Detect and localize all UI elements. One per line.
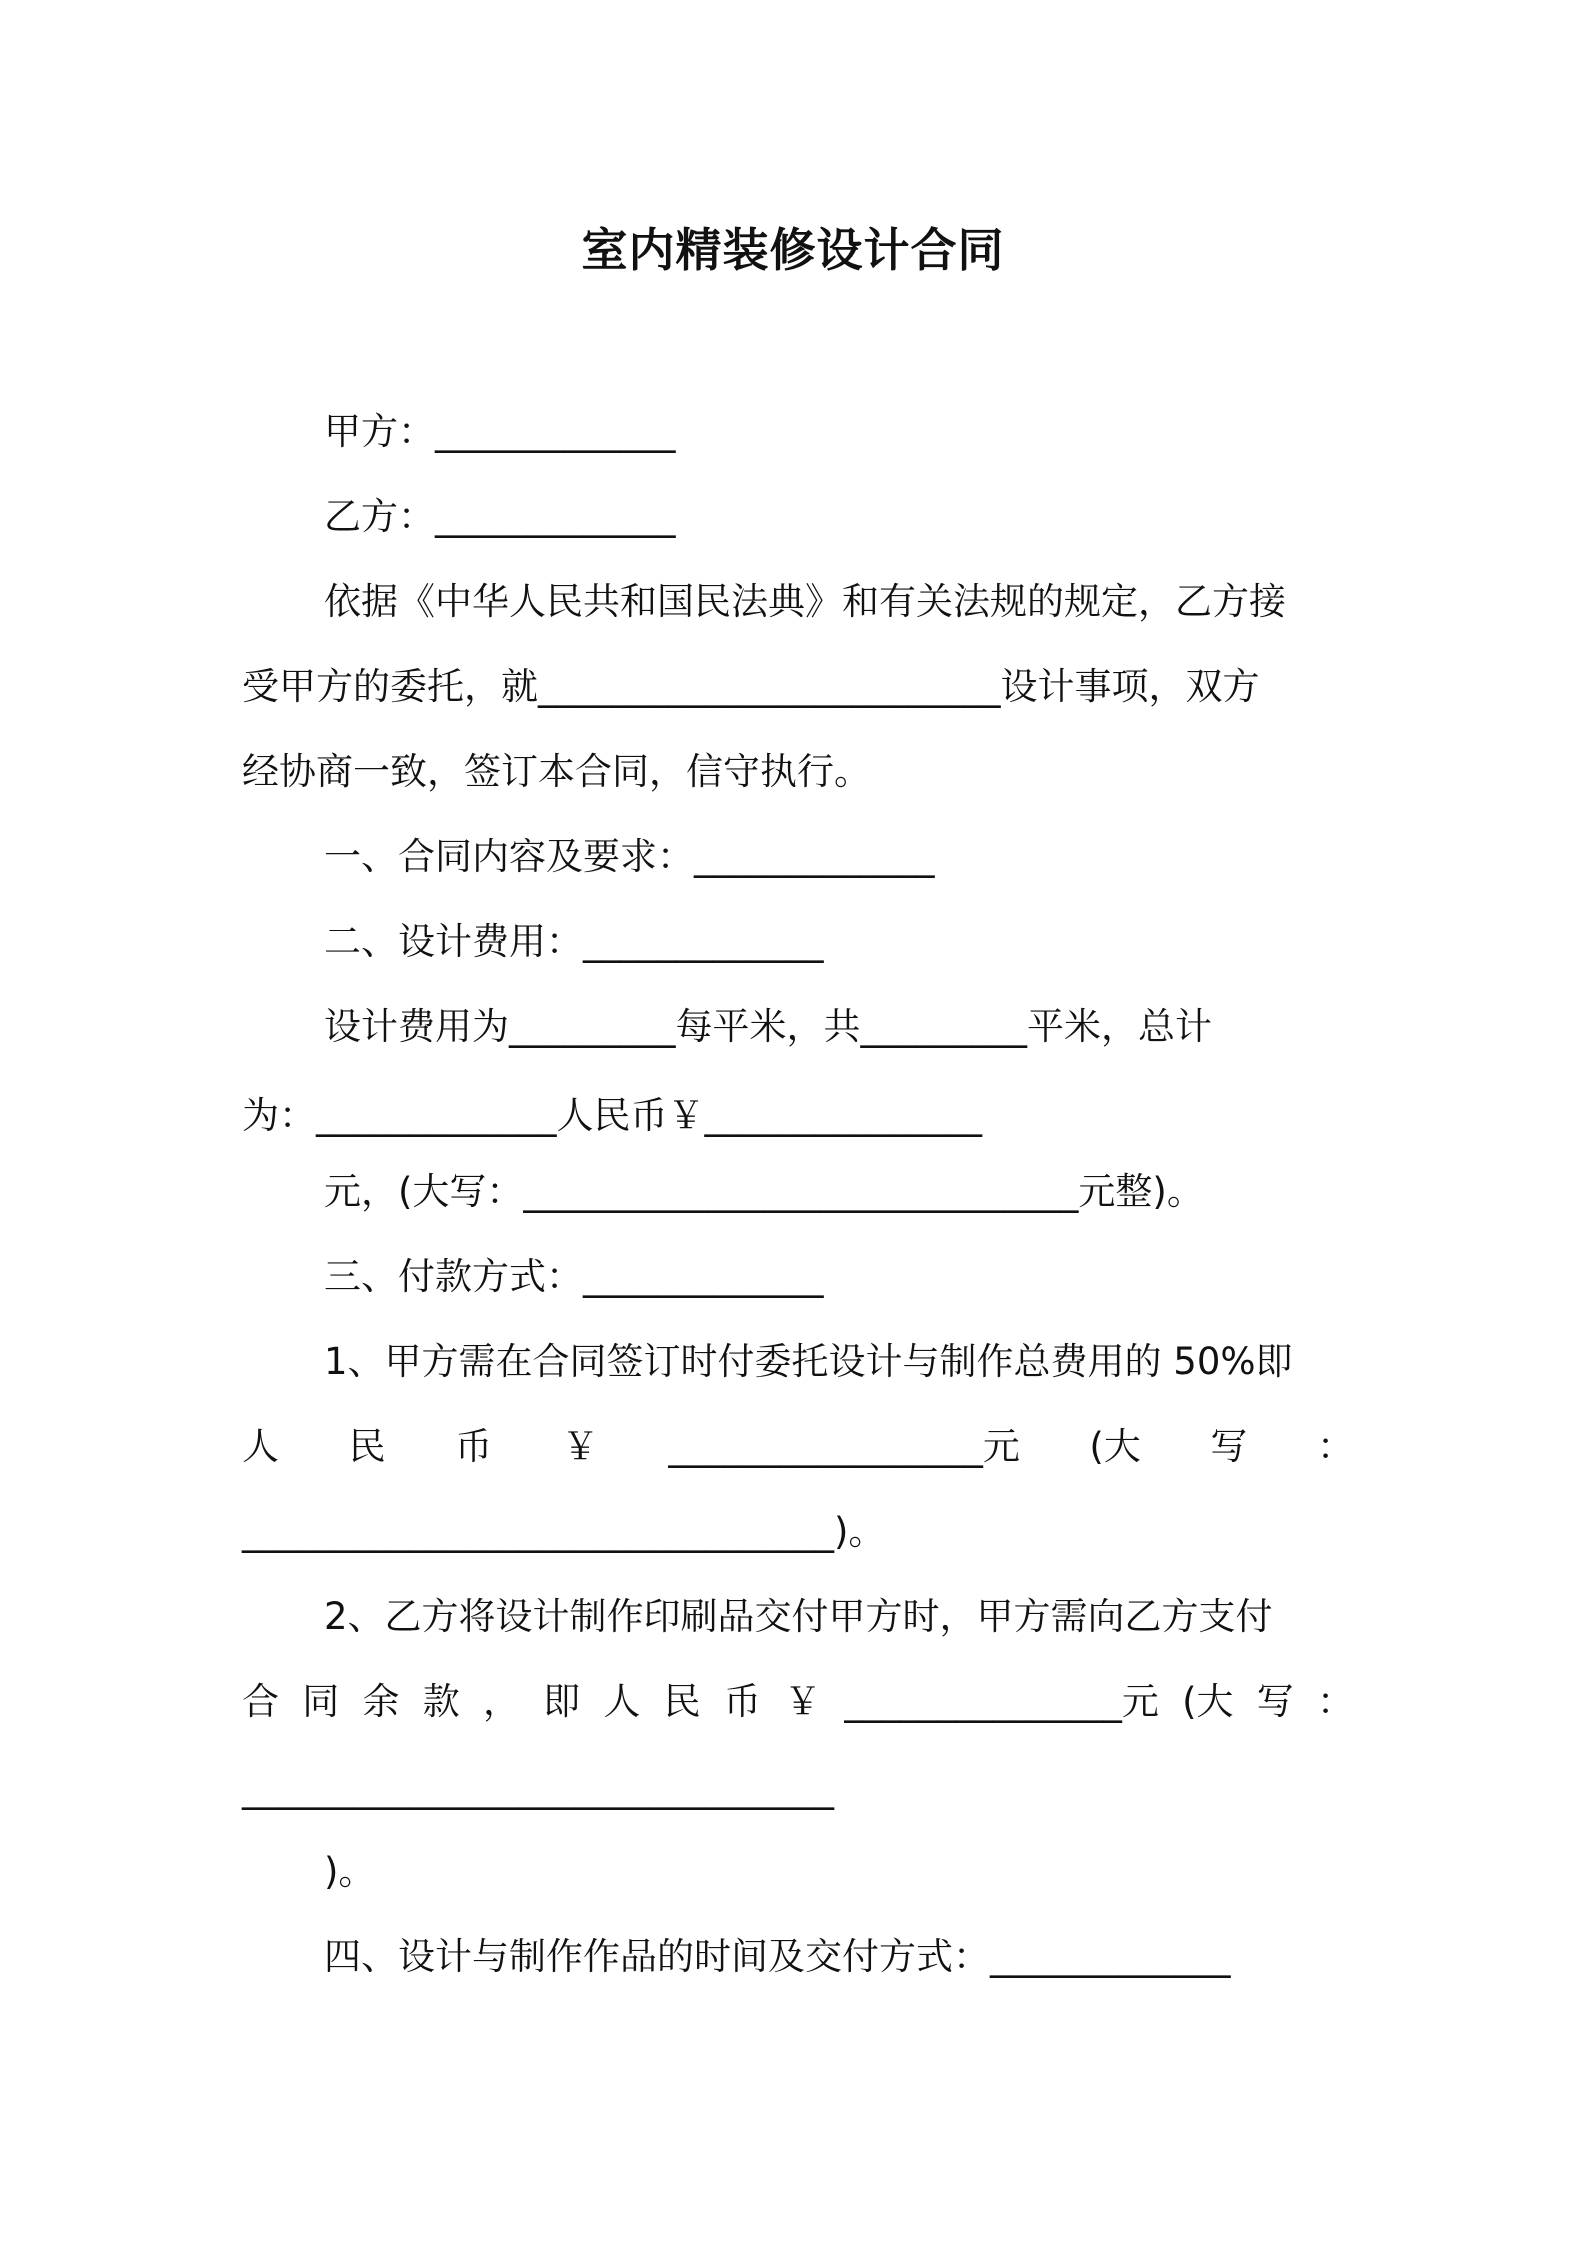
justified-segment: 人 [242, 1425, 279, 1468]
justified-segment: 人 [603, 1680, 641, 1723]
fee-line-2: 为：_____________人民币￥_______________ [242, 1094, 982, 1137]
justified-segment: 余 [362, 1680, 400, 1723]
justified-segment: 即 [543, 1680, 581, 1723]
basis-paragraph-line-1: 依据《中华人民共和国民法典》和有关法规的规定，乙方接 [324, 580, 1286, 623]
section-2-heading: 二、设计费用：_____________ [324, 920, 824, 963]
justified-segment: 民 [663, 1680, 701, 1723]
document-title: 室内精装修设计合同 [581, 223, 1005, 277]
section-1-heading: 一、合同内容及要求：_____________ [324, 835, 935, 878]
basis-paragraph-line-2: 受甲方的委托，就_________________________设计事项，双方 [242, 665, 1260, 708]
justified-segment: ￥ [784, 1680, 822, 1723]
justified-segment: ￥ [561, 1425, 599, 1468]
justified-segment: ： [1316, 1680, 1354, 1723]
justified-segment: 币 [723, 1680, 761, 1723]
section-3-heading: 三、付款方式：_____________ [324, 1255, 824, 1298]
payment-2-line-1: 2、乙方将设计制作印刷品交付甲方时，甲方需向乙方支付 [324, 1595, 1273, 1638]
payment-2-line-4: )。 [324, 1850, 376, 1893]
justified-segment: 合 [242, 1680, 279, 1723]
payment-2-line-2 [242, 1678, 1354, 1726]
justified-segment: ： [1316, 1425, 1354, 1468]
fee-line-1: 设计费用为_________每平米，共_________平米，总计 [324, 1005, 1212, 1048]
fee-line-3: 元，(大写：______________________________元整)。 [324, 1170, 1204, 1213]
justified-segment: _______________元 [844, 1680, 1159, 1723]
justified-segment: 款 [422, 1680, 460, 1723]
payment-1-line-3: ________________________________)。 [242, 1510, 886, 1553]
payment-1-line-1: 1、甲方需在合同签订时付委托设计与制作总费用的 50%即 [324, 1340, 1293, 1383]
section-4-heading: 四、设计与制作作品的时间及交付方式：_____________ [324, 1935, 1231, 1978]
justified-segment: ， [482, 1680, 520, 1723]
justified-segment: (大 [1089, 1425, 1141, 1468]
payment-2-line-3: ________________________________ [242, 1767, 834, 1810]
justified-segment: 写 [1210, 1425, 1248, 1468]
party-b-line: 乙方：_____________ [324, 495, 676, 538]
payment-1-line-2 [242, 1423, 1354, 1471]
party-a-line: 甲方：_____________ [324, 410, 676, 453]
justified-segment: 同 [302, 1680, 340, 1723]
justified-segment: _________________元 [668, 1425, 1020, 1468]
justified-segment: 民 [348, 1425, 386, 1468]
basis-paragraph-line-3: 经协商一致，签订本合同，信守执行。 [242, 750, 871, 793]
justified-segment: (大 [1182, 1680, 1234, 1723]
justified-segment: 币 [455, 1425, 493, 1468]
justified-segment: 写 [1256, 1680, 1294, 1723]
